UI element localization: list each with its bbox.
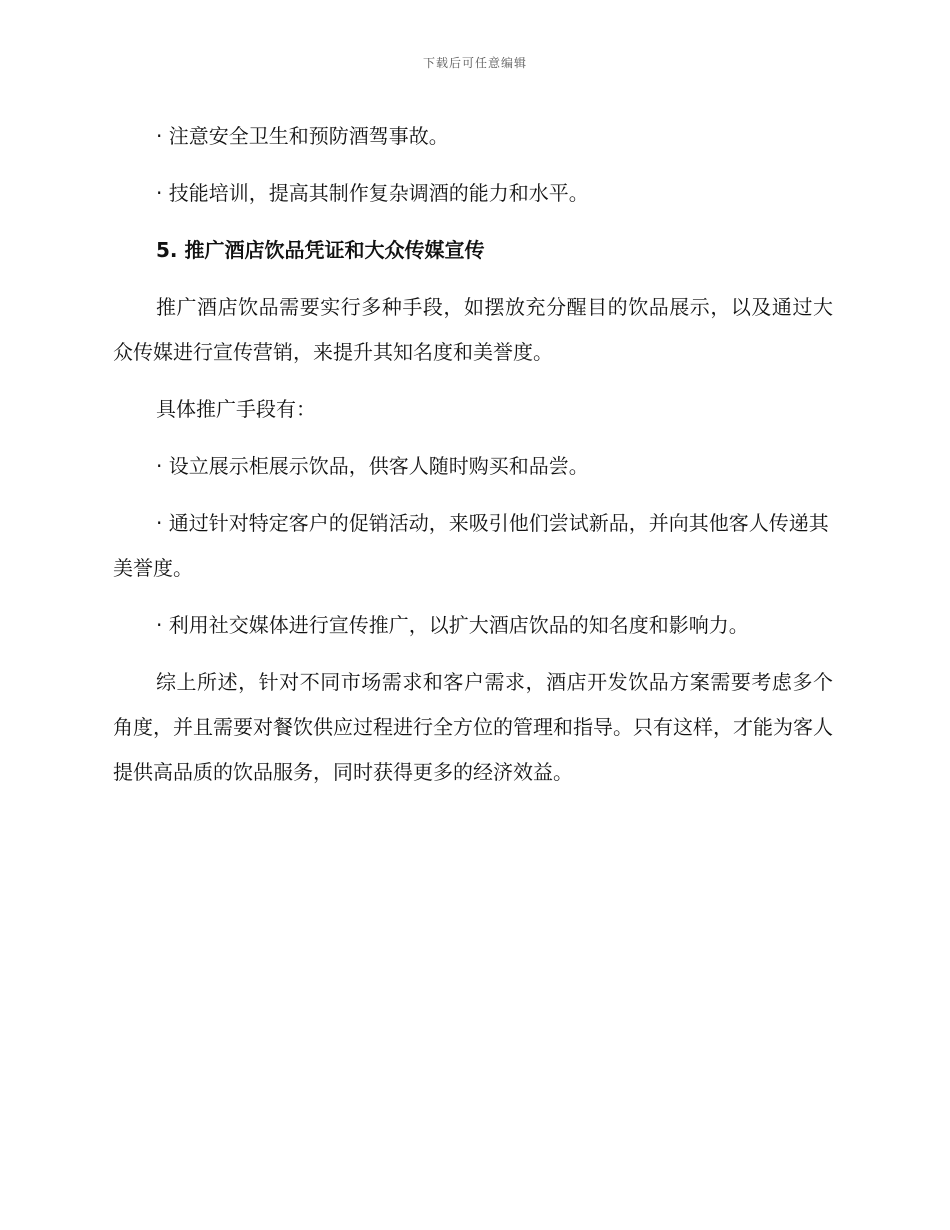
bullet-display: · 设立展示柜展示饮品，供客人随时购买和品尝。: [156, 454, 589, 478]
bullet-safety: · 注意安全卫生和预防酒驾事故。: [156, 124, 449, 148]
bullet-social: · 利用社交媒体进行宣传推广，以扩大酒店饮品的知名度和影响力。: [156, 613, 749, 637]
paragraph-summary: 综上所述，针对不同市场需求和客户需求，酒店开发饮品方案需要考虑多个角度，并且需要对餐饮供应过程进行全方位的管理和指导。只有这样，才能为客人提供高品质的饮品服务，同时获得更多的经济效益。: [113, 670, 833, 784]
header-note: 下载后可任意编辑: [422, 56, 527, 70]
document-body: [113, 114, 833, 807]
section-heading-5: 5. 推广酒店饮品凭证和大众传媒宣传: [156, 238, 485, 262]
bullet-campaign: · 通过针对特定客户的促销活动，来吸引他们尝试新品，并向其他客人传递其美誉度。: [113, 511, 829, 580]
paragraph-methods-intro: 具体推广手段有：: [156, 397, 316, 421]
bullet-training: · 技能培训，提高其制作复杂调酒的能力和水平。: [156, 181, 589, 205]
paragraph-promotion: 推广酒店饮品需要实行多种手段，如摆放充分醒目的饮品展示，以及通过大众传媒进行宣传营销，来提升其知名度和美誉度。: [113, 295, 833, 364]
